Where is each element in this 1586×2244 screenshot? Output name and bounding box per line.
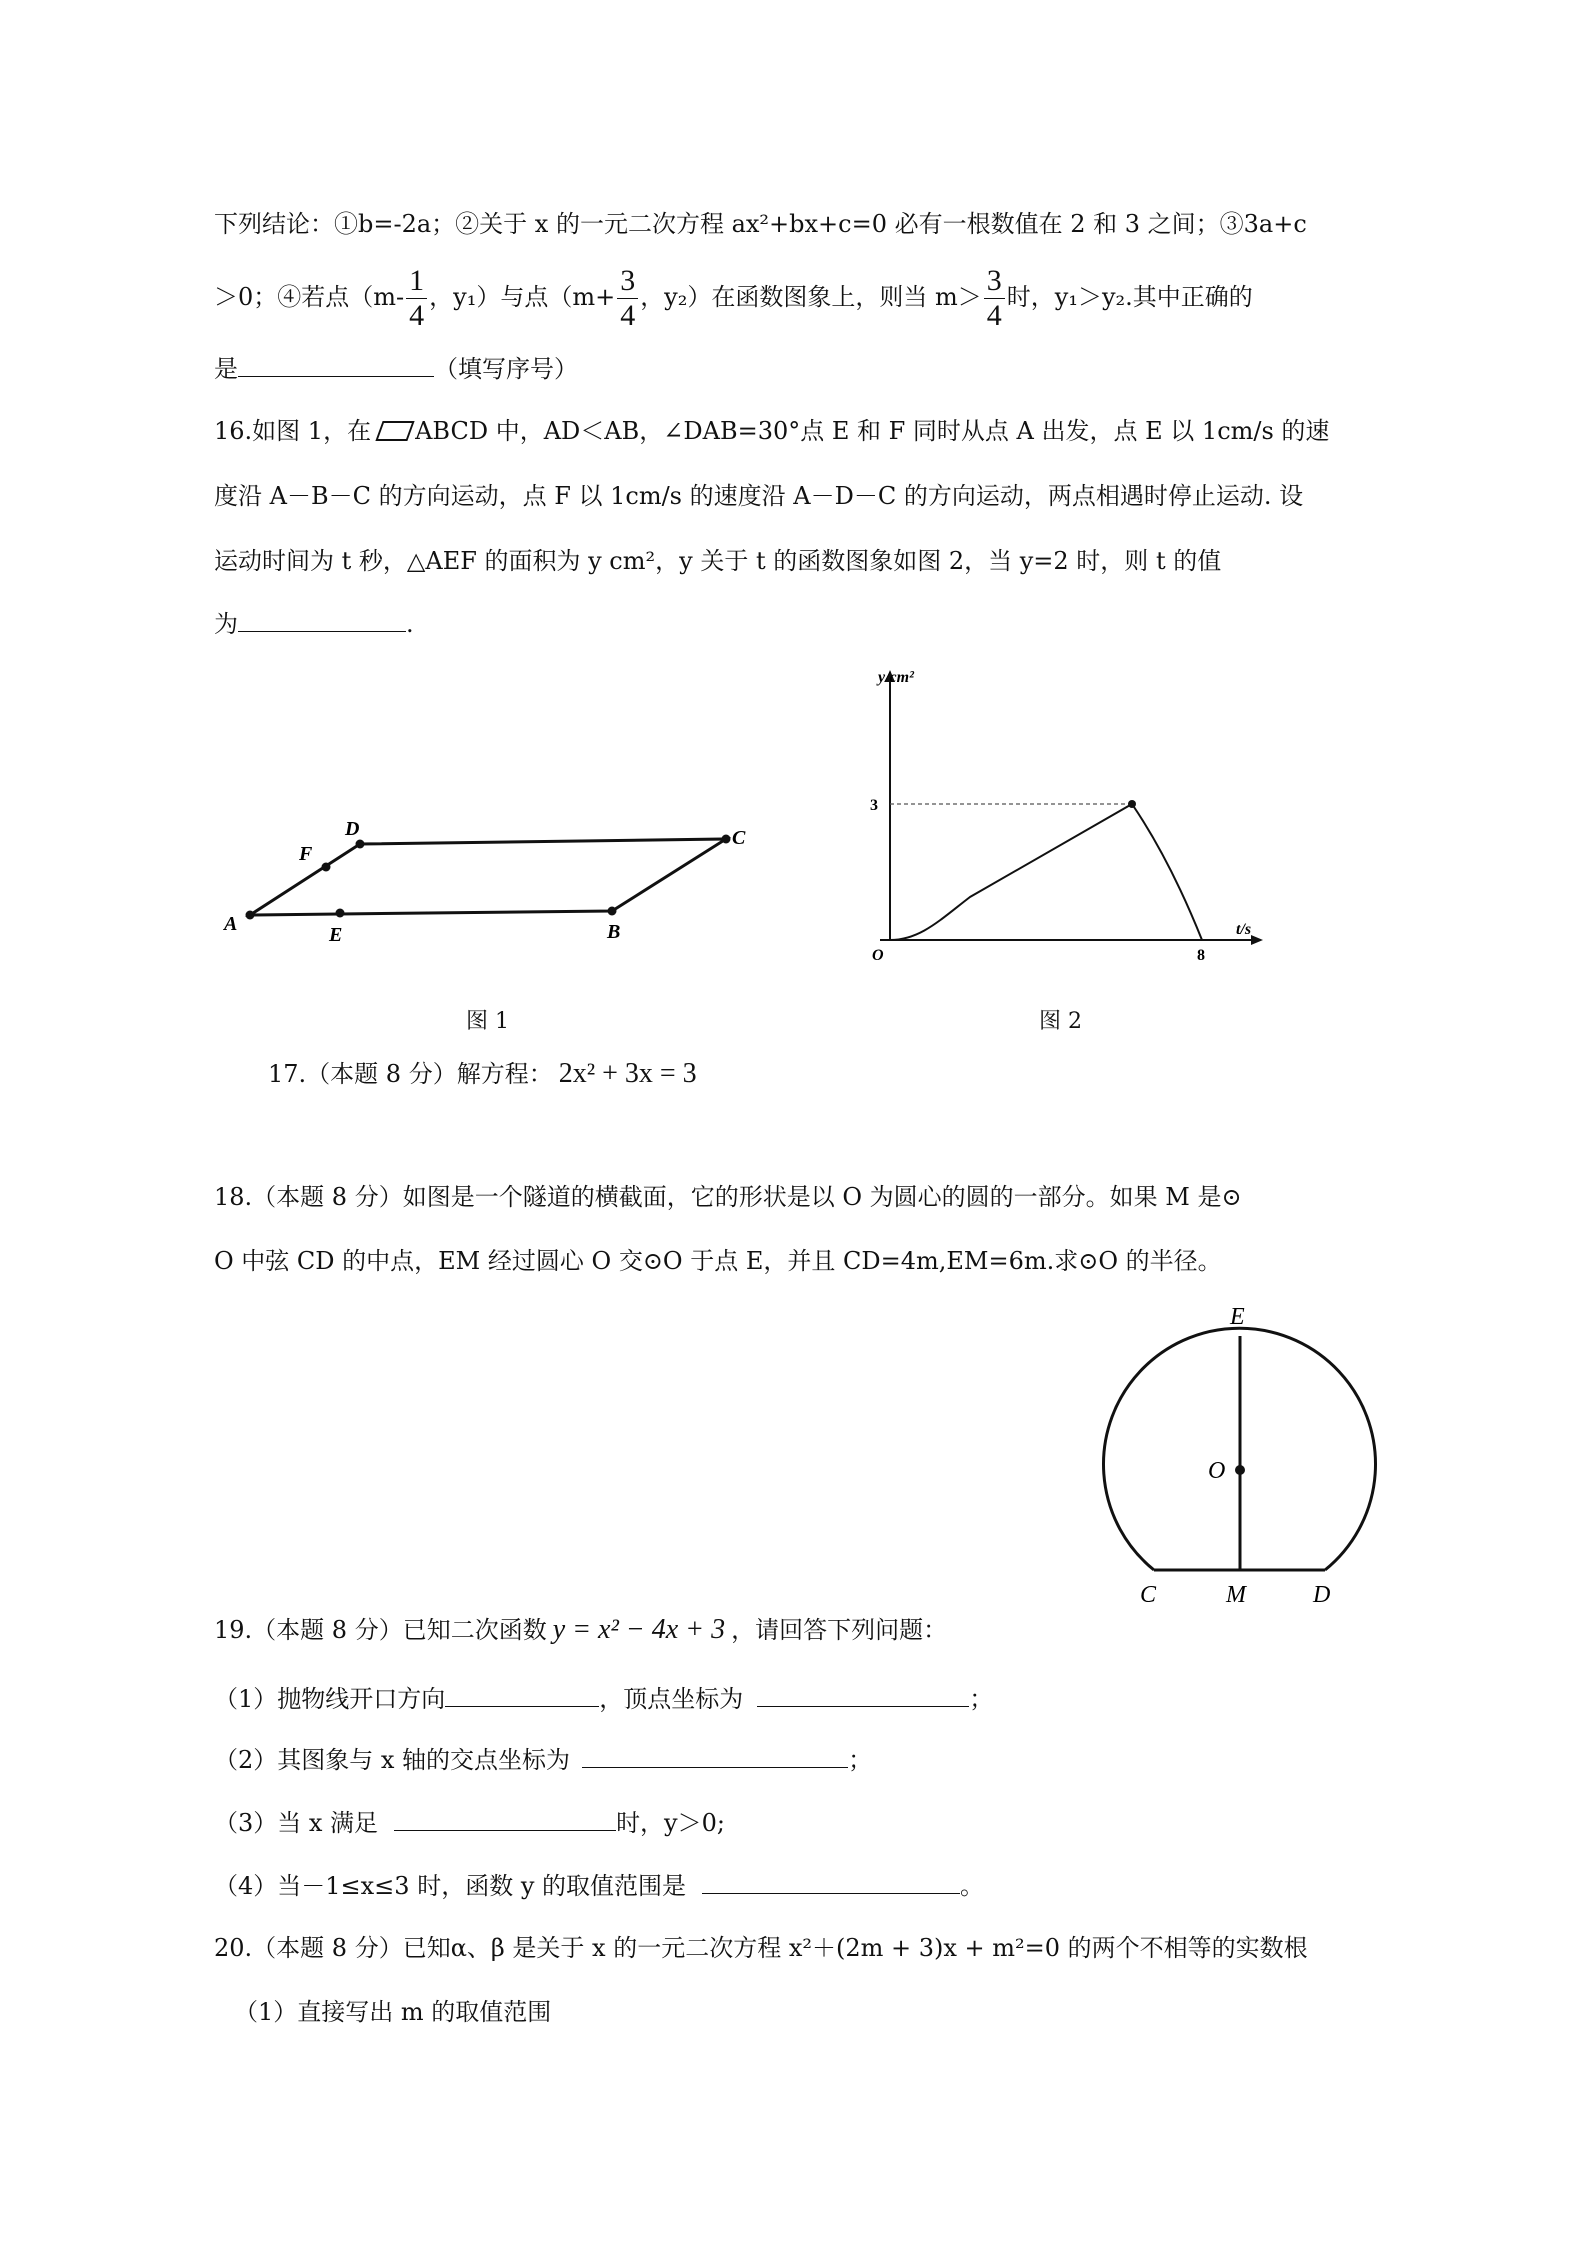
figure-3-tunnel	[1080, 1298, 1400, 1608]
q18-line2: O 中弦 CD 的中点，EM 经过圆心 O 交⊙O 于点 E，并且 CD=4m,EM=6m.求⊙O 的半径。	[214, 1247, 1222, 1275]
q20-line1: 20.（本题 8 分）已知α、β 是关于 x 的一元二次方程 x²＋(2m + 3)x + m²=0 的两个不相等的实数根	[214, 1934, 1308, 1962]
q15-text-b: ，y₁）与点（m+	[429, 283, 616, 311]
q15-line3	[214, 352, 578, 386]
answer-blank[interactable]	[394, 1806, 616, 1831]
label-b: B	[607, 921, 621, 943]
y-tick-3: 3	[870, 797, 878, 814]
q19-text-h: （3）当 x 满足	[214, 1809, 379, 1837]
q16-line1	[214, 414, 1329, 448]
q19-text-f: （2）其图象与 x 轴的交点坐标为	[214, 1746, 571, 1774]
q15-text-e: 是	[214, 355, 238, 383]
x-axis-arrow-icon	[1251, 935, 1263, 945]
graph-curve	[890, 804, 1202, 940]
fraction-three-quarters	[617, 264, 638, 333]
q17-line	[268, 1057, 697, 1091]
fraction-denominator: 4	[986, 299, 1002, 332]
fraction-numerator: 1	[406, 264, 427, 299]
figure-2-caption: 图 2	[1039, 1009, 1082, 1034]
q19-equation: y = x² − 4x + 3	[552, 1614, 726, 1645]
q20-line2: （1）直接写出 m 的取值范围	[234, 1998, 552, 2026]
q19-line2	[214, 1743, 872, 1777]
label-c: C	[1140, 1582, 1157, 1608]
q15-text-f: （填写序号）	[434, 355, 578, 383]
q19-line0	[214, 1613, 947, 1647]
point-f	[322, 863, 331, 872]
label-a: A	[224, 913, 238, 935]
q18-line1: 18.（本题 8 分）如图是一个隧道的横截面，它的形状是以 O 为圆心的圆的一部分。如果 M 是⊙	[214, 1183, 1242, 1211]
q19-text-j: （4）当－1≤x≤3 时，函数 y 的取值范围是	[214, 1872, 687, 1900]
q15-text-a: ＞0；④若点（m-	[214, 283, 405, 311]
x-tick-8: 8	[1197, 947, 1205, 964]
fraction-three-quarters	[984, 264, 1005, 333]
fraction-numerator: 3	[617, 264, 638, 299]
q19-text-b: ，请回答下列问题：	[731, 1616, 948, 1644]
q19-line3	[214, 1806, 725, 1840]
x-axis-label: t/s	[1236, 921, 1252, 938]
q17-text: 17.（本题 8 分）解方程：	[268, 1060, 553, 1088]
label-f: F	[299, 843, 313, 865]
point-d	[356, 840, 365, 849]
q19-line1	[214, 1682, 993, 1716]
point-a	[246, 911, 255, 920]
q16-line3: 运动时间为 t 秒，△AEF 的面积为 y cm²，y 关于 t 的函数图象如图 2，当 y=2 时，则 t 的值	[214, 547, 1222, 575]
answer-blank[interactable]	[238, 607, 406, 632]
label-e: E	[329, 924, 343, 946]
q16-line2: 度沿 A－B－C 的方向运动，点 F 以 1cm/s 的速度沿 A－D－C 的方向运动，两点相遇时停止运动. 设	[214, 482, 1304, 510]
q15-text-d: 时，y₁＞y₂.其中正确的	[1006, 283, 1253, 311]
label-d: D	[1313, 1582, 1331, 1608]
answer-blank[interactable]	[702, 1869, 960, 1894]
fraction-denominator: 4	[409, 299, 425, 332]
q15-text-c: ，y₂）在函数图象上，则当 m＞	[640, 283, 982, 311]
figure-1-caption: 图 1	[466, 1009, 509, 1034]
origin-label: O	[872, 947, 884, 964]
answer-blank[interactable]	[582, 1743, 848, 1768]
q16-text-c: 为	[214, 610, 238, 638]
q19-text-g: ；	[848, 1746, 873, 1774]
q16-line4	[214, 607, 414, 641]
center-point-o	[1235, 1465, 1245, 1475]
answer-blank[interactable]	[445, 1682, 599, 1707]
q16-text-d: .	[406, 610, 414, 638]
label-o: O	[1208, 1458, 1226, 1484]
q19-text-d: ，顶点坐标为	[599, 1685, 744, 1713]
fraction-one-quarter	[406, 264, 427, 333]
label-c: C	[732, 827, 746, 849]
q15-line1: 下列结论：①b=-2a；②关于 x 的一元二次方程 ax²+bx+c=0 必有一根数值在 2 和 3 之间；③3a+c	[214, 210, 1307, 238]
q17-equation: 2x² + 3x = 3	[558, 1058, 697, 1089]
q19-text-i: 时，y＞0;	[616, 1809, 725, 1837]
point-b	[608, 907, 617, 916]
parallelogram-icon	[375, 421, 414, 441]
label-e: E	[1230, 1304, 1245, 1330]
label-d: D	[345, 818, 360, 840]
q19-line4	[214, 1869, 984, 1903]
q16-text-b: ABCD 中，AD＜AB，∠DAB=30°点 E 和 F 同时从点 A 出发，点 E 以 1cm/s 的速	[415, 417, 1330, 445]
y-axis-label: y/cm²	[878, 669, 914, 686]
point-e	[336, 909, 345, 918]
parallelogram-shape	[250, 839, 726, 915]
label-m: M	[1226, 1582, 1246, 1608]
q19-text-k: 。	[960, 1872, 985, 1900]
fraction-denominator: 4	[620, 299, 636, 332]
q19-text-c: （1）抛物线开口方向	[214, 1685, 446, 1713]
q19-text-e: ；	[969, 1685, 994, 1713]
peak-point	[1128, 800, 1136, 808]
figure-2-graph	[850, 650, 1280, 980]
q19-text-a: 19.（本题 8 分）已知二次函数	[214, 1616, 547, 1644]
fraction-numerator: 3	[984, 264, 1005, 299]
answer-blank[interactable]	[238, 352, 434, 377]
q16-text-a: 16.如图 1，在	[214, 417, 372, 445]
point-c	[722, 835, 731, 844]
answer-blank[interactable]	[757, 1682, 969, 1707]
q15-line2	[214, 264, 1253, 333]
figure-1-parallelogram	[200, 800, 780, 960]
